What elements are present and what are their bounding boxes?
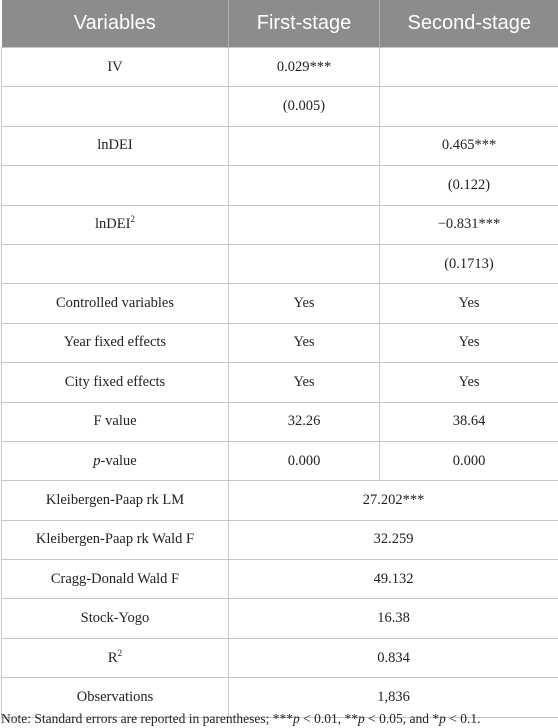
merged-value-cell: 0.834 bbox=[229, 638, 558, 677]
first-stage-cell bbox=[229, 166, 380, 205]
note-p: p bbox=[439, 711, 446, 726]
note-text: Note: Standard errors are reported in parentheses; *** bbox=[1, 711, 294, 726]
merged-value-cell: 49.132 bbox=[229, 560, 558, 599]
row-label: Kleibergen-Paap rk Wald F bbox=[2, 520, 229, 559]
first-stage-cell: 0.000 bbox=[229, 441, 380, 480]
table-row bbox=[2, 402, 558, 441]
row-label bbox=[2, 166, 229, 205]
row-label: Observations bbox=[2, 678, 229, 717]
first-stage-cell bbox=[229, 126, 380, 165]
table-row bbox=[2, 363, 558, 402]
second-stage-cell: −0.831*** bbox=[380, 205, 558, 244]
row-label: IV bbox=[2, 48, 229, 87]
table-row bbox=[2, 323, 558, 362]
note-p: p bbox=[358, 711, 365, 726]
row-label: Kleibergen-Paap rk LM bbox=[2, 481, 229, 520]
first-stage-cell: (0.005) bbox=[229, 87, 380, 126]
first-stage-cell bbox=[229, 244, 380, 283]
table-row bbox=[2, 166, 558, 205]
row-label: F value bbox=[2, 402, 229, 441]
second-stage-cell: Yes bbox=[380, 284, 558, 323]
row-label bbox=[2, 638, 229, 677]
table-row bbox=[2, 481, 558, 520]
merged-value-cell: 32.259 bbox=[229, 520, 558, 559]
table-row bbox=[2, 560, 558, 599]
note-p: p bbox=[293, 711, 300, 726]
note-text: < 0.1. bbox=[445, 711, 481, 726]
table-row bbox=[2, 599, 558, 638]
first-stage-cell: 0.029*** bbox=[229, 48, 380, 87]
table-row bbox=[2, 48, 558, 87]
second-stage-cell: Yes bbox=[380, 323, 558, 362]
table-row bbox=[2, 284, 558, 323]
first-stage-cell: Yes bbox=[229, 363, 380, 402]
row-label: Cragg-Donald Wald F bbox=[2, 560, 229, 599]
table-row bbox=[2, 126, 558, 165]
superscript: 2 bbox=[117, 647, 123, 658]
second-stage-cell bbox=[380, 87, 558, 126]
row-label-text: R bbox=[107, 649, 118, 666]
row-label: Stock-Yogo bbox=[2, 599, 229, 638]
row-label-text: -value bbox=[100, 452, 137, 469]
row-label bbox=[2, 244, 229, 283]
note-text: < 0.05, and * bbox=[364, 711, 440, 726]
regression-table bbox=[1, 0, 558, 718]
first-stage-cell: Yes bbox=[229, 323, 380, 362]
row-label bbox=[2, 441, 229, 480]
merged-value-cell: 27.202*** bbox=[229, 481, 558, 520]
first-stage-cell bbox=[229, 205, 380, 244]
second-stage-cell: (0.1713) bbox=[380, 244, 558, 283]
merged-value-cell: 1,836 bbox=[229, 678, 558, 717]
row-label: Controlled variables bbox=[2, 284, 229, 323]
table-row bbox=[2, 244, 558, 283]
row-label: lnDEI bbox=[2, 126, 229, 165]
p-italic: p bbox=[93, 452, 101, 469]
row-label bbox=[2, 205, 229, 244]
superscript: 2 bbox=[130, 214, 135, 225]
second-stage-cell bbox=[380, 48, 558, 87]
first-stage-cell: 32.26 bbox=[229, 402, 380, 441]
second-stage-cell: 0.000 bbox=[380, 441, 558, 480]
table-header-row bbox=[2, 0, 558, 48]
merged-value-cell: 16.38 bbox=[229, 599, 558, 638]
row-label: City fixed effects bbox=[2, 363, 229, 402]
second-stage-cell: Yes bbox=[380, 363, 558, 402]
first-stage-cell: Yes bbox=[229, 284, 380, 323]
row-label-text: lnDEI bbox=[95, 216, 131, 233]
table-note bbox=[1, 711, 481, 727]
header-second-stage: Second-stage bbox=[380, 0, 558, 48]
row-label bbox=[2, 87, 229, 126]
table-row bbox=[2, 638, 558, 677]
row-label: Year fixed effects bbox=[2, 323, 229, 362]
second-stage-cell: 0.465*** bbox=[380, 126, 558, 165]
note-text: < 0.01, ** bbox=[299, 711, 359, 726]
second-stage-cell: 38.64 bbox=[380, 402, 558, 441]
table-row bbox=[2, 87, 558, 126]
table-row bbox=[2, 205, 558, 244]
header-variables: Variables bbox=[2, 0, 229, 48]
header-first-stage: First-stage bbox=[229, 0, 380, 48]
table-row bbox=[2, 520, 558, 559]
table-row bbox=[2, 441, 558, 480]
second-stage-cell: (0.122) bbox=[380, 166, 558, 205]
